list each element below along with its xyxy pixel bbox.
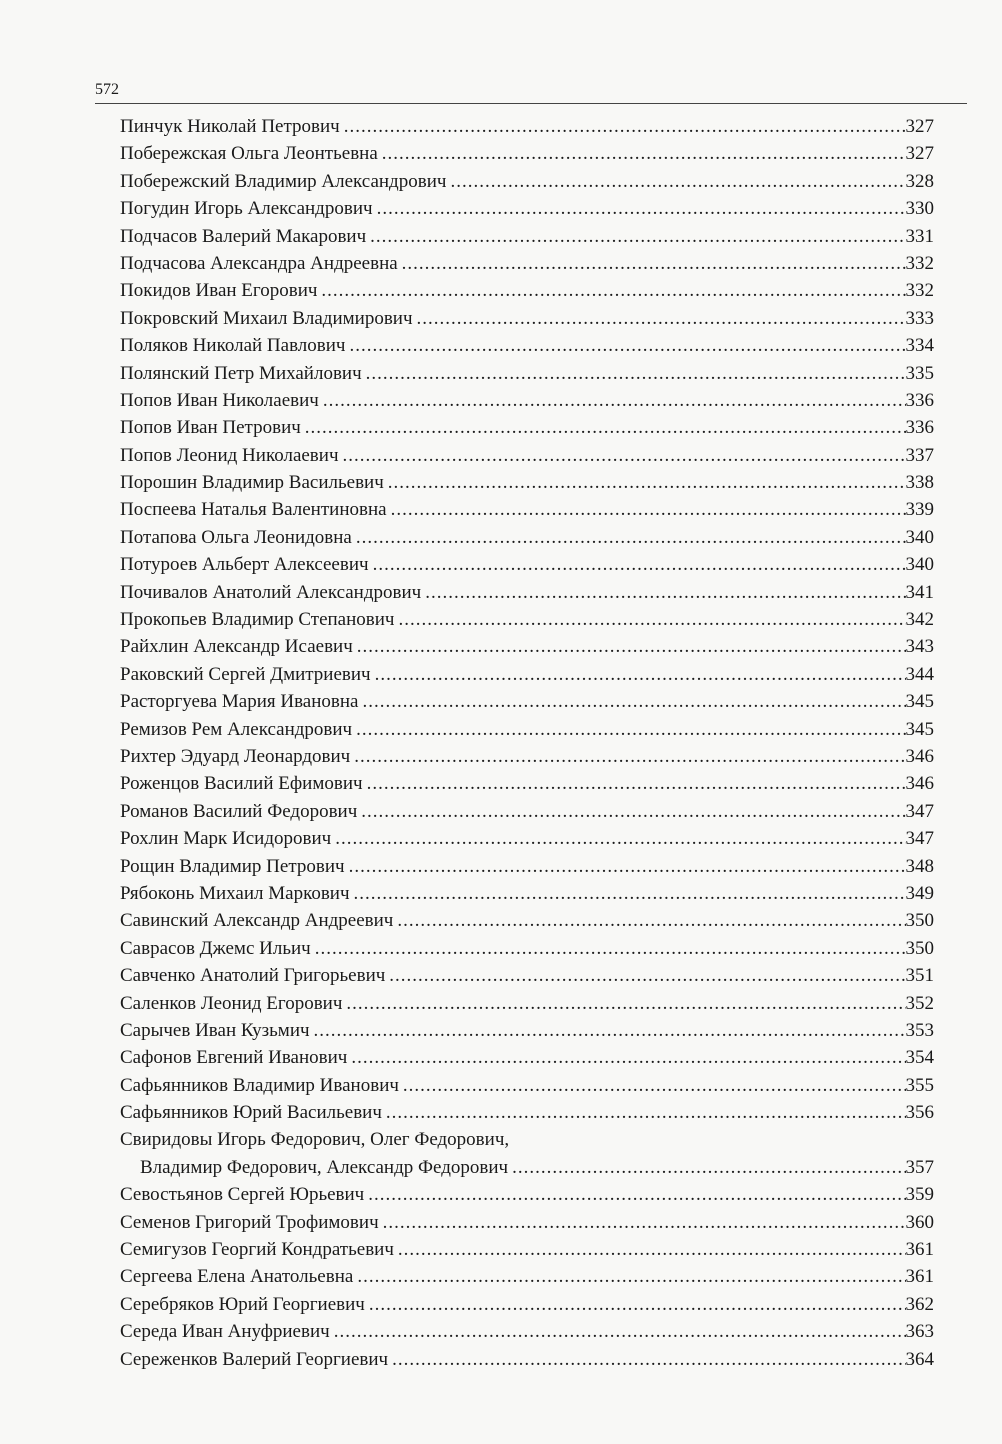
entry-name: Поляков Николай Павлович [120,332,349,359]
entry-page-number: 331 [905,225,934,247]
entry-name: Погудин Игорь Александрович [120,195,377,222]
index-entry [120,825,934,852]
page-number: 572 [95,81,119,98]
entry-page-number: 364 [905,1348,934,1370]
index-entry [120,716,934,743]
dot-leader [349,332,905,359]
entry-page-number: 356 [905,1102,934,1124]
entry-page-number: 346 [905,773,934,795]
index-entry [120,1291,934,1318]
index-entry [120,962,934,989]
dot-leader [357,1263,905,1290]
entry-page-number: 350 [905,910,934,932]
entry-page-number: 338 [905,472,934,494]
entry-name: Семигузов Георгий Кондратьевич [120,1236,398,1263]
index-entry [120,140,934,167]
dot-leader [357,633,906,660]
entry-name: Семенов Григорий Трофимович [120,1209,383,1236]
index-entry [120,250,934,277]
entry-page-number: 363 [905,1321,934,1343]
entry-name: Побережская Ольга Леонтьевна [120,140,382,167]
dot-leader [397,907,905,934]
index-entry [120,277,934,304]
dot-leader [362,688,905,715]
index-entry [120,442,934,469]
dot-leader [425,579,905,606]
entry-page-number: 339 [905,499,934,521]
dot-leader [349,853,906,880]
entry-name: Пинчук Николай Петрович [120,113,344,140]
entry-name: Саленков Леонид Егорович [120,990,346,1017]
entry-name: Роженцов Василий Ефимович [120,770,367,797]
entry-page-number: 352 [905,992,934,1014]
dot-leader [344,113,906,140]
dot-leader [398,606,905,633]
entry-page-number: 327 [905,143,934,165]
dot-leader [361,798,905,825]
entry-name: Раковский Сергей Дмитриевич [120,661,375,688]
entry-name: Попов Иван Петрович [120,414,305,441]
entry-page-number: 362 [905,1293,934,1315]
entry-page-number: 355 [905,1074,934,1096]
index-entry [120,880,934,907]
index-entry-continuation [120,1154,934,1181]
dot-leader [369,1291,906,1318]
entry-name: Покровский Михаил Владимирович [120,305,417,332]
dot-leader [305,414,906,441]
dot-leader [391,496,906,523]
entry-name: Ремизов Рем Александрович [120,716,356,743]
dot-leader [450,168,905,195]
entry-name: Серебряков Юрий Георгиевич [120,1291,369,1318]
entry-name: Рощин Владимир Петрович [120,853,349,880]
dot-leader [398,1236,906,1263]
dot-leader [417,305,906,332]
header-rule [95,103,967,104]
entry-name-continuation: Владимир Федорович, Александр Федорович [120,1154,512,1181]
entry-page-number: 343 [905,636,934,658]
index-entry [120,1209,934,1236]
entry-page-number: 336 [905,417,934,439]
index-entry [120,1346,934,1373]
entry-page-number: 353 [905,1019,934,1041]
entry-name: Потапова Ольга Леонидовна [120,524,356,551]
index-entry [120,1126,934,1153]
dot-leader [382,140,906,167]
dot-leader [343,442,906,469]
entry-page-number: 348 [905,855,934,877]
entry-page-number: 328 [905,170,934,192]
index-entry [120,469,934,496]
entry-page-number: 360 [905,1211,934,1233]
dot-leader [402,250,906,277]
entry-page-number: 340 [905,526,934,548]
dot-leader [315,935,906,962]
entry-name: Савинский Александр Андреевич [120,907,397,934]
index-entry [120,633,934,660]
dot-leader [388,469,906,496]
index-entry [120,1072,934,1099]
entry-name: Рохлин Марк Исидорович [120,825,335,852]
dot-leader [392,1346,905,1373]
index-entry [120,743,934,770]
entry-page-number: 361 [905,1239,934,1261]
dot-leader [383,1209,906,1236]
entry-page-number: 347 [905,800,934,822]
index-entry [120,661,934,688]
index-entry [120,387,934,414]
entry-page-number: 361 [905,1266,934,1288]
dot-leader [354,880,906,907]
index-entry [120,770,934,797]
index-entry [120,168,934,195]
index-entry [120,579,934,606]
dot-leader [351,1044,905,1071]
entry-page-number: 337 [905,444,934,466]
index-entry [120,853,934,880]
entry-name: Рихтер Эдуард Леонардович [120,743,354,770]
index-entry [120,1263,934,1290]
entry-name: Покидов Иван Егорович [120,277,321,304]
entry-name: Сереженков Валерий Георгиевич [120,1346,392,1373]
entry-name: Савченко Анатолий Григорьевич [120,962,389,989]
entry-page-number: 357 [905,1156,934,1178]
dot-leader [370,223,905,250]
entry-page-number: 335 [905,362,934,384]
entry-page-number: 332 [905,280,934,302]
entry-name: Райхлин Александр Исаевич [120,633,357,660]
entry-name: Побережский Владимир Александрович [120,168,450,195]
index-entry [120,360,934,387]
dot-leader [335,825,905,852]
entry-page-number: 347 [905,828,934,850]
index-entry [120,1099,934,1126]
index-entry [120,688,934,715]
dot-leader [386,1099,906,1126]
entry-name: Расторгуева Мария Ивановна [120,688,362,715]
name-index-list [120,113,934,1373]
dot-leader [314,1017,906,1044]
entry-page-number: 340 [905,554,934,576]
entry-page-number: 330 [905,198,934,220]
entry-page-number: 354 [905,1047,934,1069]
entry-page-number: 327 [905,116,934,137]
dot-leader [375,661,906,688]
entry-name: Попов Леонид Николаевич [120,442,343,469]
index-entry [120,332,934,359]
entry-name: Сарычев Иван Кузьмич [120,1017,314,1044]
index-entry [120,496,934,523]
dot-leader [356,524,906,551]
index-entry [120,990,934,1017]
entry-page-number: 350 [905,937,934,959]
entry-name: Севостьянов Сергей Юрьевич [120,1181,368,1208]
dot-leader [346,990,905,1017]
entry-page-number: 344 [905,663,934,685]
entry-page-number: 341 [905,581,934,603]
index-entry [120,1181,934,1208]
entry-name: Порошин Владимир Васильевич [120,469,388,496]
index-entry [120,935,934,962]
entry-page-number: 359 [905,1184,934,1206]
entry-page-number: 345 [905,691,934,713]
dot-leader [366,360,906,387]
index-entry [120,551,934,578]
entry-name: Полянский Петр Михайлович [120,360,366,387]
dot-leader [512,1154,905,1181]
index-entry [120,195,934,222]
index-entry [120,907,934,934]
index-entry [120,1017,934,1044]
index-entry [120,223,934,250]
entry-name: Сергеева Елена Анатольевна [120,1263,357,1290]
dot-leader [354,743,905,770]
dot-leader [321,277,905,304]
entry-name: Свиридовы Игорь Федорович, Олег Федорович, [120,1126,513,1153]
entry-name: Прокопьев Владимир Степанович [120,606,398,633]
dot-leader [377,195,906,222]
entry-page-number: 345 [905,718,934,740]
entry-page-number: 351 [905,965,934,987]
entry-name: Попов Иван Николаевич [120,387,323,414]
index-entry [120,414,934,441]
index-entry [120,113,934,140]
entry-name: Поспеева Наталья Валентиновна [120,496,391,523]
entry-name: Подчасова Александра Андреевна [120,250,402,277]
entry-page-number: 333 [905,307,934,329]
index-entry [120,1044,934,1071]
entry-page-number: 334 [905,335,934,357]
dot-leader [334,1318,906,1345]
entry-page-number: 342 [905,609,934,631]
dot-leader [356,716,905,743]
entry-name: Сафонов Евгений Иванович [120,1044,351,1071]
index-entry [120,798,934,825]
entry-name: Середа Иван Ануфриевич [120,1318,334,1345]
dot-leader [373,551,906,578]
entry-name: Рябоконь Михаил Маркович [120,880,354,907]
entry-name: Сафьянников Юрий Васильевич [120,1099,386,1126]
entry-page-number: 336 [905,389,934,411]
index-entry [120,305,934,332]
dot-leader [403,1072,906,1099]
entry-name: Романов Василий Федорович [120,798,361,825]
dot-leader [368,1181,905,1208]
dot-leader [367,770,906,797]
entry-name: Саврасов Джемс Ильич [120,935,315,962]
index-entry [120,1318,934,1345]
entry-name: Подчасов Валерий Макарович [120,223,370,250]
dot-leader [389,962,905,989]
entry-page-number: 346 [905,745,934,767]
entry-name: Сафьянников Владимир Иванович [120,1072,403,1099]
index-entry [120,606,934,633]
entry-name: Потуроев Альберт Алексеевич [120,551,373,578]
index-entry [120,1236,934,1263]
index-entry [120,524,934,551]
entry-page-number: 349 [905,882,934,904]
entry-name: Почивалов Анатолий Александрович [120,579,425,606]
entry-page-number: 332 [905,252,934,274]
dot-leader [323,387,906,414]
